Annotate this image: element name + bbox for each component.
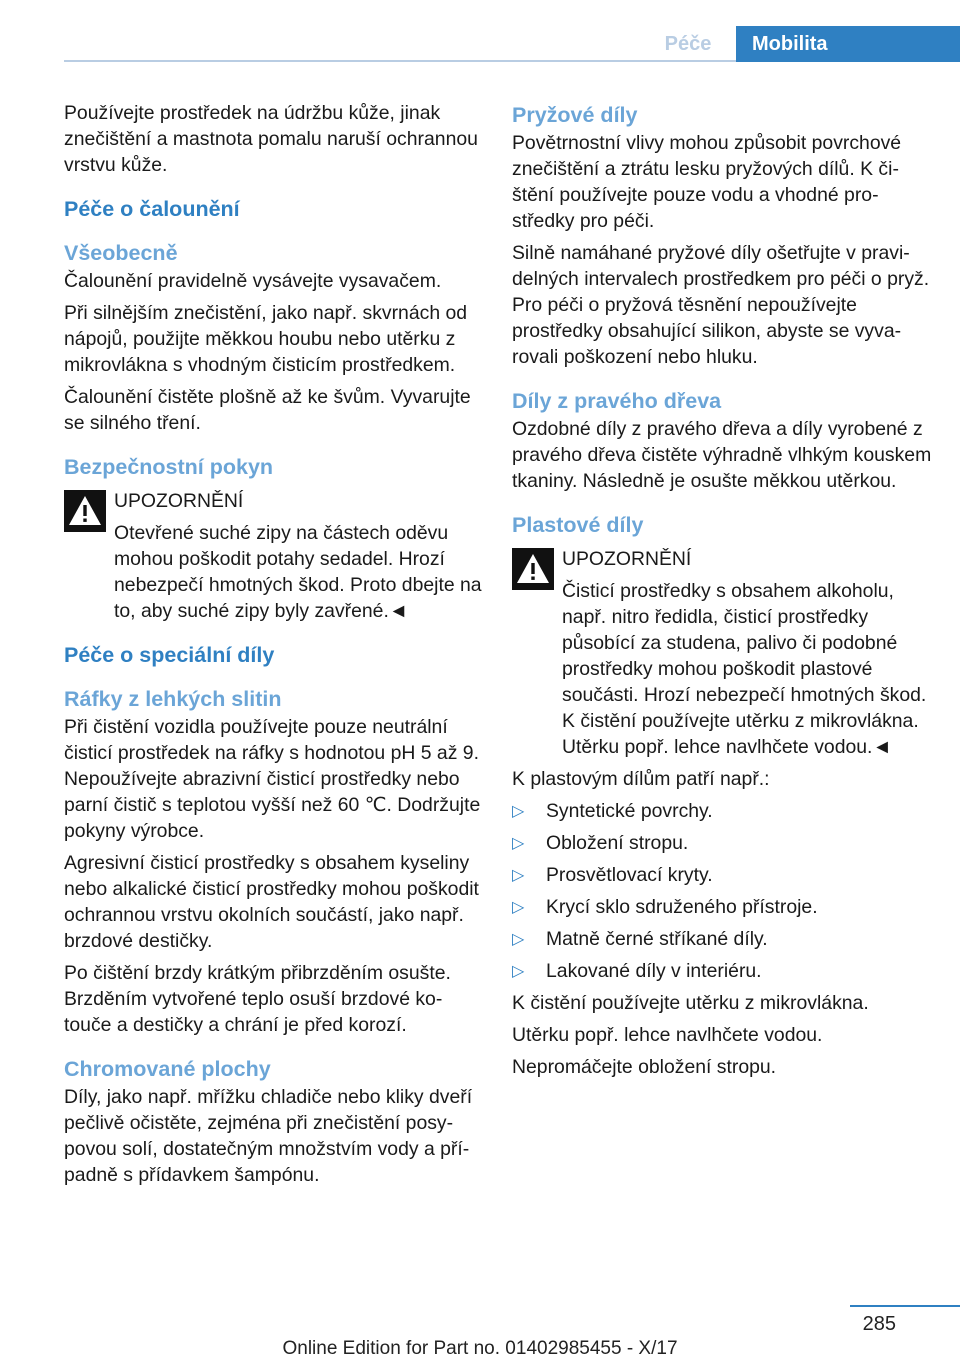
paragraph: Utěrku popř. lehce navlhčete vodou. xyxy=(512,1024,823,1046)
right-column xyxy=(512,100,932,1086)
warning-box xyxy=(512,546,932,760)
warning-icon xyxy=(512,548,554,590)
triangle-bullet-icon: ▷ xyxy=(512,899,525,916)
page-number: 285 xyxy=(862,1313,896,1335)
list-item: ▷ Obložení stropu. xyxy=(512,830,932,856)
tab-care[interactable]: Péče xyxy=(664,33,712,55)
paragraph: Při silnějším znečistění, jako např. skvrnách od nápojů, použijte měkkou houbu nebo utěrku z mikrovlákna s vhodným čisticím prostředkem. xyxy=(64,302,468,376)
heading-plastic: Plastové díly xyxy=(512,513,644,537)
paragraph: Povětrnostní vlivy mohou způsobit povrchové znečištění a ztrátu lesku pryžových dílů. K čištění používejte pouze vodu a vhodné prostředky pro péči. xyxy=(512,132,902,232)
heading-rims: Ráfky z lehkých slitin xyxy=(64,687,282,711)
list-item: ▷ Prosvětlovací kryty. xyxy=(512,862,932,888)
paragraph: Čalounění pravidelně vysávejte vysavačem. xyxy=(64,270,442,292)
triangle-bullet-icon: ▷ xyxy=(512,867,525,884)
intro-text: Používejte prostředek na údržbu kůže, jinak znečištění a mastnota pomalu naruší ochrannou vrstvu kůže. xyxy=(64,102,478,176)
warning-title: UPOZORNĚNÍ xyxy=(114,490,244,512)
triangle-bullet-icon: ▷ xyxy=(512,963,525,980)
triangle-bullet-icon: ▷ xyxy=(512,931,525,948)
heading-chrome: Chromované plochy xyxy=(64,1057,271,1081)
triangle-bullet-icon: ▷ xyxy=(512,803,525,820)
paragraph: Agresivní čisticí prostředky s obsahem kyseliny nebo alkalické čisticí prostředky mohou poškodit ochrannou vrstvu okolních součástí, jako např. brzdové destičky. xyxy=(64,852,479,952)
paragraph: Ozdobné díly z pravého dřeva a díly vyrobené z pravého dřeva čistěte výhradně vlhkým kouskem tkaniny. Následně je osušte měkkou utěrkou. xyxy=(512,418,932,492)
heading-special: Péče o speciální díly xyxy=(64,643,275,667)
left-column xyxy=(64,100,482,1194)
paragraph: K plastovým dílům patří např.: xyxy=(512,768,770,790)
plastic-parts-list xyxy=(512,798,932,984)
warning-icon xyxy=(64,490,106,532)
paragraph: Silně namáhané pryžové díly ošetřujte v pravidelných intervalech prostředkem pro péči o pryž. Pro péči o pryžová těsnění nepoužívejte prostředky obsahující silikon, abyste se vyvarovali poškození nebo hluku. xyxy=(512,242,930,368)
list-item: ▷ Matně černé stříkané díly. xyxy=(512,926,932,952)
warning-text: Otevřené suché zipy na částech oděvu mohou poškodit potahy sedadel. Hrozí nebezpečí hmotných škod. Proto dbejte na to, aby suché zipy byly zavřené.◄ xyxy=(114,522,482,622)
warning-box xyxy=(64,488,482,624)
paragraph: K čistění používejte utěrku z mikrovlákna. xyxy=(512,992,869,1014)
heading-general: Všeobecně xyxy=(64,241,178,265)
heading-upholstery: Péče o čalounění xyxy=(64,197,240,221)
paragraph: Při čistění vozidla používejte pouze neutrální čisticí prostředek na ráfky s hodnotou pH 5 až 9. Nepoužívejte abrazivní čisticí prostředky nebo parní čistič s teplotou vyšší než 60 ℃. Dodržujte pokyny výrobce. xyxy=(64,716,481,842)
paragraph: Nepromáčejte obložení stropu. xyxy=(512,1056,777,1078)
heading-wood: Díly z pravého dřeva xyxy=(512,389,722,413)
heading-rubber: Pryžové díly xyxy=(512,103,638,127)
warning-title: UPOZORNĚNÍ xyxy=(562,548,692,570)
paragraph: Čalounění čistěte plošně až ke švům. Vyvarujte se silného tření. xyxy=(64,386,471,434)
list-item: ▷ Syntetické povrchy. xyxy=(512,798,932,824)
triangle-bullet-icon: ▷ xyxy=(512,835,525,852)
tab-mobility[interactable]: Mobilita xyxy=(736,26,960,62)
paragraph: Díly, jako např. mřížku chladiče nebo kliky dveří pečlivě očistěte, zejména při znečistění posypovou solí, dostatečným množstvím vody a případně s přídavkem šampónu. xyxy=(64,1086,473,1186)
paragraph: Po čištění brzdy krátkým přibrzděním osušte. Brzděním vytvořené teplo osuší brzdové kotouče a destičky a chrání je před korozí. xyxy=(64,962,451,1036)
footer-rule xyxy=(850,1305,960,1307)
edition-footer: Online Edition for Part no. 01402985455 - X/17 xyxy=(282,1338,678,1359)
heading-safety: Bezpečnostní pokyn xyxy=(64,455,274,479)
warning-text: Čisticí prostředky s obsahem alkoholu, např. nitro ředidla, čisticí prostředky působící za studena, palivo či podobné prostředky mohou poškodit plastové součásti. Hrozí nebezpečí hmotných škod. K čistění používejte utěrku z mikrovlákna. Utěrku popř. lehce navlhčete vodou.◄ xyxy=(562,580,927,758)
list-item: ▷ Lakované díly v interiéru. xyxy=(512,958,932,984)
list-item: ▷ Krycí sklo sdruženého přístroje. xyxy=(512,894,932,920)
